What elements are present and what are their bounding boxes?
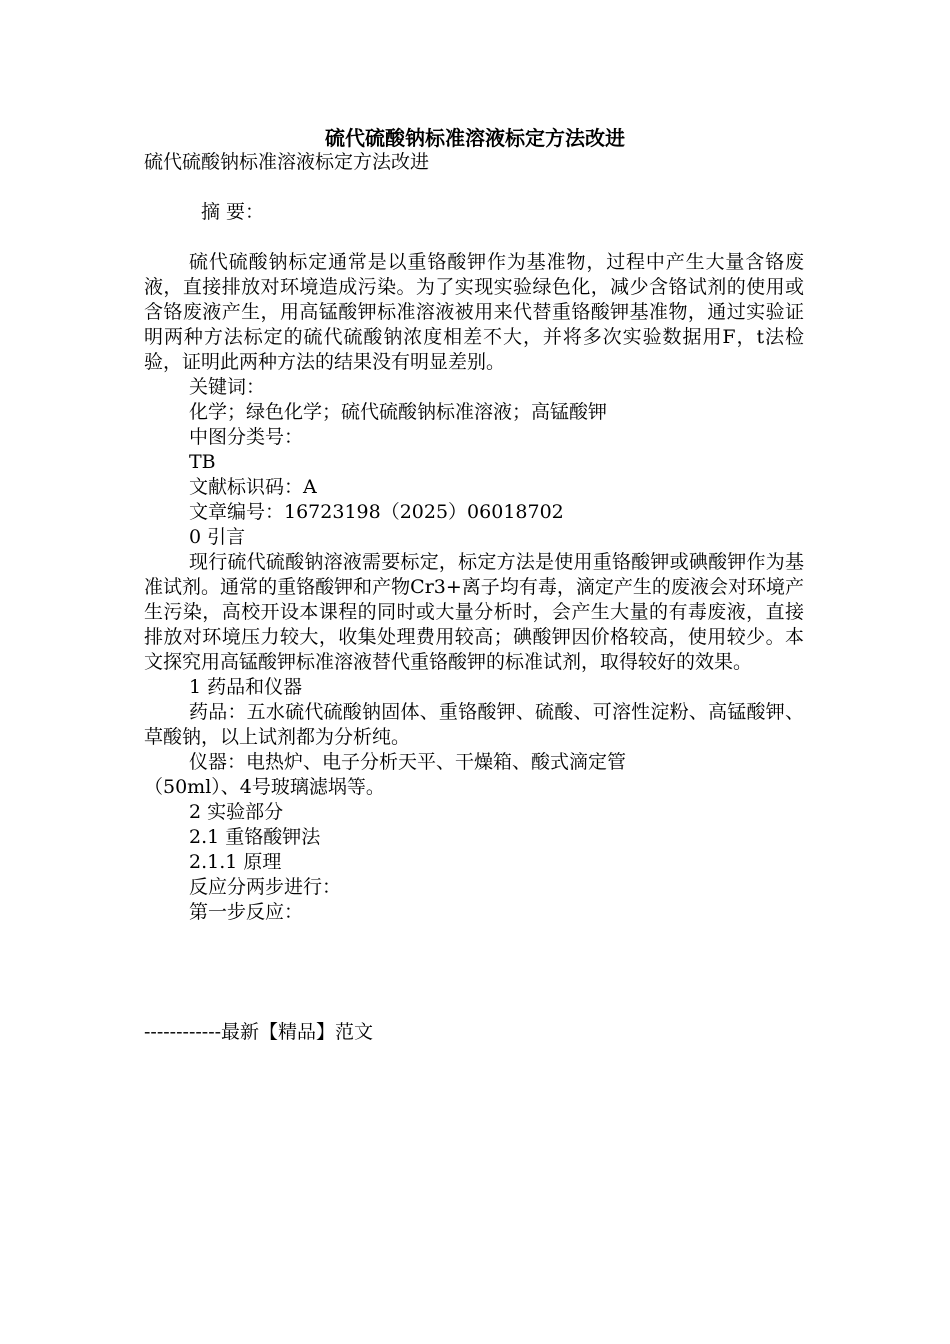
keywords-label: 关键词： bbox=[189, 376, 266, 398]
keywords-value: 化学；绿色化学；硫代硫酸钠标准溶液；高锰酸钾 bbox=[189, 401, 608, 423]
section-2-1-1-heading: 2.1.1 原理 bbox=[189, 851, 282, 873]
instruments-line-1: 仪器：电热炉、电子分析天平、干燥箱、酸式滴定管 bbox=[189, 751, 627, 773]
article-number: 文章编号：16723198（2025）06018702 bbox=[189, 501, 564, 523]
abstract-paragraph: 硫代硫酸钠标定通常是以重铬酸钾作为基准物，过程中产生大量含铬废液，直接排放对环境造成污染。为了实现实验绿色化，减少含铬试剂的使用或含铬废液产生，用高锰酸钾标准溶液被用来代替重铬酸钾基准物，通过实验证明两种方法标定的硫代硫酸钠浓度相差不大，并将多次实验数据用F，t法检验，证明此两种方法的结果没有明显差别。 bbox=[144, 251, 804, 373]
spacer bbox=[144, 225, 804, 250]
section-2-1-heading: 2.1 重铬酸钾法 bbox=[189, 826, 321, 848]
document-subtitle: 硫代硫酸钠标准溶液标定方法改进 bbox=[144, 151, 430, 173]
section-0-heading: 0 引言 bbox=[189, 526, 246, 548]
abstract-label: 摘 要： bbox=[201, 201, 265, 223]
reaction-intro: 反应分两步进行： bbox=[189, 876, 342, 898]
first-step-reaction: 第一步反应： bbox=[189, 901, 304, 923]
clc-value: TB bbox=[189, 451, 216, 473]
clc-label: 中图分类号： bbox=[189, 426, 304, 448]
document-title: 硫代硫酸钠标准溶液标定方法改进 bbox=[325, 126, 625, 150]
doc-code: 文献标识码：A bbox=[189, 476, 317, 498]
page-footer: ------------最新【精品】范文 bbox=[144, 1021, 374, 1043]
section-0-paragraph: 现行硫代硫酸钠溶液需要标定，标定方法是使用重铬酸钾或碘酸钾作为基准试剂。通常的重铬酸钾和产物Cr3+离子均有毒，滴定产生的废液会对环境产生污染，高校开设本课程的同时或大量分析时，会产生大量的有毒废液，直接排放对环境压力较大，收集处理费用较高；碘酸钾因价格较高，使用较少。本文探究用高锰酸钾标准溶液替代重铬酸钾的标准试剂，取得较好的效果。 bbox=[144, 551, 804, 673]
document-body bbox=[144, 150, 804, 925]
spacer bbox=[144, 175, 804, 200]
section-1-heading: 1 药品和仪器 bbox=[189, 676, 303, 698]
drugs-paragraph: 药品：五水硫代硫酸钠固体、重铬酸钾、硫酸、可溶性淀粉、高锰酸钾、草酸钠，以上试剂都为分析纯。 bbox=[144, 701, 804, 748]
instruments-line-2: （50ml）、4号玻璃滤埚等。 bbox=[144, 776, 385, 798]
section-2-heading: 2 实验部分 bbox=[189, 801, 284, 823]
